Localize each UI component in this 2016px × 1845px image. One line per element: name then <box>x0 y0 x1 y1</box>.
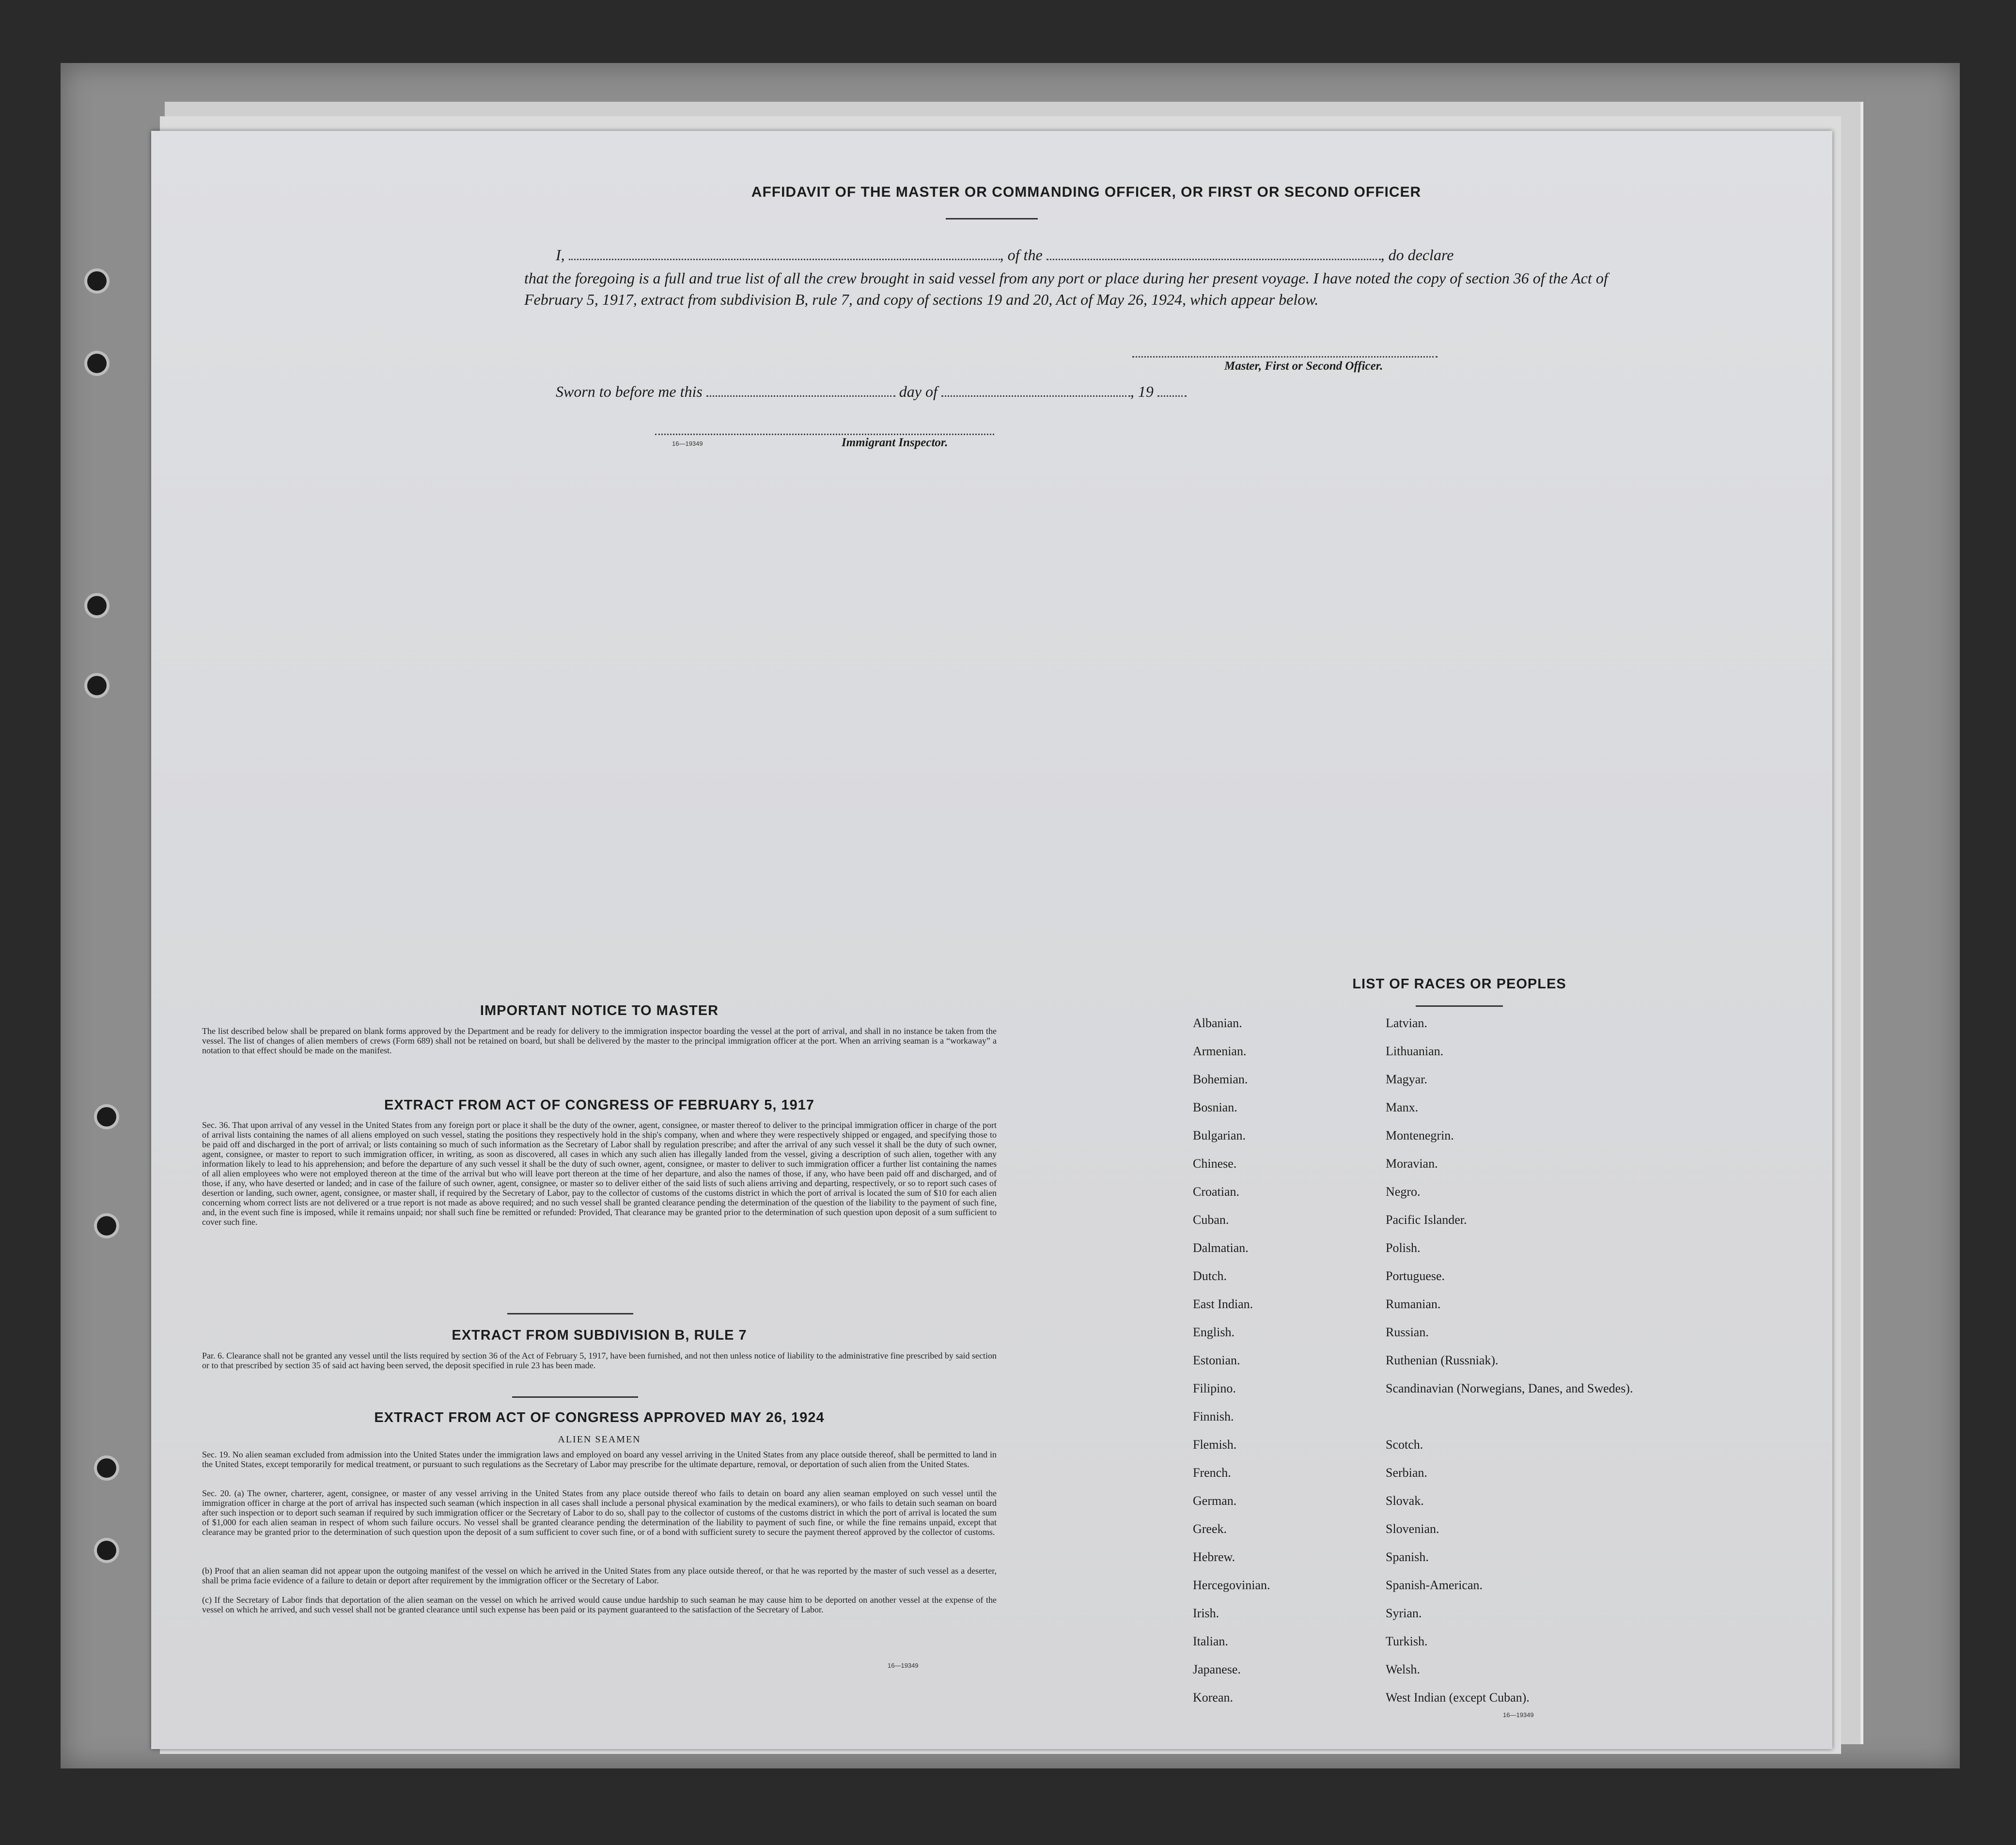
races-form-number: 16—19349 <box>1503 1711 1534 1719</box>
punch-hole <box>97 1458 116 1478</box>
inspector-signature-line[interactable] <box>655 434 994 435</box>
sworn-prefix: Sworn to before me this <box>556 383 703 400</box>
race-item: Portuguese. <box>1386 1269 1445 1283</box>
race-item: Turkish. <box>1386 1634 1428 1648</box>
inspector-signature-label: Immigrant Inspector. <box>842 436 948 449</box>
race-item: Manx. <box>1386 1100 1419 1114</box>
race-item: Pacific Islander. <box>1386 1213 1467 1227</box>
races-right-column <box>1386 1016 1638 1719</box>
race-item: Croatian. <box>1193 1185 1240 1199</box>
race-item: Bulgarian. <box>1193 1128 1246 1142</box>
sworn-year: , 19 <box>1130 383 1154 400</box>
race-item: Spanish. <box>1386 1550 1429 1564</box>
race-item: Rumanian. <box>1386 1297 1441 1311</box>
extract-1917-text: Sec. 36. That upon arrival of any vessel in the United States from any foreign port or place it shall be the duty of the owner, agent, consignee, or master thereof to deliver to the principal immigration officer in charge of the port of arrival lists containing the names of all aliens employed on such vessel, stating the positions they respectively hold in the ship's company, when and where they were respectively shipped or engaged, and specifying those to be paid off and discharged in the port of arrival; or lists containing so much of such information as the Secretary of Labor shall by regulation prescribe; and after the arrival of any such vessel it shall be the duty of such owner, agent, consignee, or master to report to such immigration officer, in writing, as soon as discovered, all cases in which any such alien has illegally landed from the vessel, giving a description of such alien, together with any information likely to lead to his apprehension; and before the departure of any such vessel it shall be the duty of such owner, agent, consignee, or master to deliver to such immigration officer a further list containing the names of all alien employees who were not employed thereon at the time of the arrival but who will leave port thereon at the time of her departure, and also the names of those, if any, who have been paid off and discharged, and of those, if any, who have deserted or landed; and in case of the failure of such owner, agent, consignee, or master so to deliver either of the said lists of such aliens arriving and departing, respectively, or so to report such cases of desertion or landing, such owner, agent, consignee, or master shall, if required by the Secretary of Labor, pay to the collector of customs of the customs district in which the port of arrival is located the sum of $10 for each alien concerning whom correct lists are not delivered or a true report is not made as above required; and no such vessel shall be granted clearance pending the determination of the question of the liability to the payment of such fine, and, in the event such fine is imposed, while it remains unpaid; nor shall such fine be remitted or refunded: Provided, That clearance may be granted prior to the determination of such question upon deposit of a sum sufficient to cover such fine. <box>202 1120 997 1227</box>
punch-hole <box>97 1216 116 1235</box>
extract-1924-sec20b: (b) Proof that an alien seaman did not appear upon the outgoing manifest of the vessel on which he arrived in the United States from any place outside thereof, or that he was reported by the master of such vessel as a deserter, shall be prima facie evidence of a failure to detain or deport after requirement by the immigration officer or the Secretary of Labor. <box>202 1566 997 1585</box>
race-item: Negro. <box>1386 1185 1421 1199</box>
race-item: Magyar. <box>1386 1072 1427 1086</box>
race-item: Scandinavian (Norwegians, Danes, and Swedes). <box>1386 1381 1633 1395</box>
race-item: Greek. <box>1193 1522 1227 1536</box>
extract-1924-title: EXTRACT FROM ACT OF CONGRESS APPROVED MAY 26, 1924 <box>374 1410 825 1425</box>
sworn-day-of: day of <box>899 383 938 400</box>
race-item: Dalmatian. <box>1193 1241 1249 1255</box>
race-item: Russian. <box>1386 1325 1429 1339</box>
sworn-year-blank[interactable] <box>1157 384 1187 397</box>
race-item: Filipino. <box>1193 1381 1236 1395</box>
affidavit-title: AFFIDAVIT OF THE MASTER OR COMMANDING OFFICER, OR FIRST OR SECOND OFFICER <box>751 184 1422 200</box>
punch-hole <box>87 354 107 373</box>
extract-form-number: 16—19349 <box>888 1662 919 1669</box>
declarant-suffix: , do declare <box>1380 246 1454 264</box>
extract-1924-subtitle: ALIEN SEAMEN <box>558 1434 641 1445</box>
extract-rule7-title: EXTRACT FROM SUBDIVISION B, RULE 7 <box>452 1328 747 1343</box>
race-item: German. <box>1193 1494 1237 1508</box>
race-item: Moravian. <box>1386 1157 1438 1171</box>
declarant-vessel-blank[interactable] <box>1047 247 1381 260</box>
race-item: Ruthenian (Russniak). <box>1386 1353 1499 1367</box>
sworn-line <box>556 383 1187 401</box>
race-item: Chinese. <box>1193 1157 1237 1171</box>
race-item: Irish. <box>1193 1606 1219 1620</box>
master-signature-label: Master, First or Second Officer. <box>1224 360 1383 373</box>
race-item: Cuban. <box>1193 1213 1229 1227</box>
form-page <box>151 131 1832 1749</box>
race-item: Bosnian. <box>1193 1100 1237 1114</box>
race-item: Bohemian. <box>1193 1072 1248 1086</box>
notice-title: IMPORTANT NOTICE TO MASTER <box>480 1003 719 1018</box>
race-item: West Indian (except Cuban). <box>1386 1690 1530 1704</box>
extract-rule7-text: Par. 6. Clearance shall not be granted any vessel until the lists required by section 36 of the Act of February 5, 1917, have been furnished, and not then unless notice of liability to the administrative fine prescribed by said section or to that prescribed by section 35 of said act having been served, the deposit specified in rule 23 has been made. <box>202 1351 997 1370</box>
race-item: Latvian. <box>1386 1016 1427 1030</box>
declarant-name-blank[interactable] <box>569 247 1000 260</box>
race-item: Montenegrin. <box>1386 1128 1454 1142</box>
race-item: East Indian. <box>1193 1297 1253 1311</box>
race-item: Estonian. <box>1193 1353 1240 1367</box>
race-item: Albanian. <box>1193 1016 1242 1030</box>
affidavit-declarant-line <box>556 246 1453 264</box>
race-item: Spanish-American. <box>1386 1578 1483 1592</box>
race-item: Serbian. <box>1386 1466 1427 1480</box>
race-item: Hercegovinian. <box>1193 1578 1270 1592</box>
race-item: Welsh. <box>1386 1662 1420 1676</box>
notice-text: The list described below shall be prepared on blank forms approved by the Department and be ready for delivery to the immigration inspector boarding the vessel at the port of arrival, and shall in no instance be taken from the vessel. The list of changes of alien members of crews (Form 689) shall not be retained on board, but shall be delivered by the master to the principal immigration officer at the port. When an arriving seaman is a “workaway” a notation to that effect should be made on the manifest. <box>202 1026 997 1055</box>
race-item: Scotch. <box>1386 1438 1423 1452</box>
race-item: French. <box>1193 1466 1231 1480</box>
extract-1924-sec20c: (c) If the Secretary of Labor finds that deportation of the alien seaman on the vessel on which he arrived would cause undue hardship to such seaman he may cause him to be deported on another vessel at the expense of the vessel on which he arrived, and such vessel shall not be granted clearance until such expense has been paid or its payment guaranteed to the satisfaction of the Secretary of Labor. <box>202 1595 997 1614</box>
section-divider <box>512 1396 638 1398</box>
extract-1924-sec20a: Sec. 20. (a) The owner, charterer, agent, consignee, or master of any vessel arriving in the United States from any place outside thereof who fails to detain on board any alien seaman employed on such vessel until the immigration officer in charge at the port of arrival has inspected such seaman (which inspection in all cases shall include a personal physical examination by the medical examiners), or who fails to detain such seaman on board after such inspection or to deport such seaman if required by such immigration officer or the Secretary of Labor to do so, shall pay to the collector of customs of the customs district in which the port of arrival is located the sum of $1,000 for each alien seaman in respect of whom such failure occurs. No vessel shall be granted clearance pending the determination of the liability to payment of such fine, or while the fine remains unpaid, except that clearance may be granted prior to the determination of such question upon the deposit of a sum sufficient to cover such fine, or of a bond with sufficient surety to secure the payment thereof approved by the collector of customs. <box>202 1488 997 1537</box>
title-rule <box>946 218 1038 219</box>
race-item: Armenian. <box>1193 1044 1247 1058</box>
race-item: Italian. <box>1193 1634 1228 1648</box>
punch-hole <box>87 596 107 615</box>
race-item: Japanese. <box>1193 1662 1241 1676</box>
punch-hole <box>97 1541 116 1560</box>
punch-hole <box>97 1107 116 1126</box>
races-title-rule <box>1416 1005 1503 1007</box>
race-item: Flemish. <box>1193 1438 1237 1452</box>
races-title: LIST OF RACES OR PEOPLES <box>1352 976 1566 992</box>
race-item: Slovenian. <box>1386 1522 1439 1536</box>
affidavit-form-number: 16—19349 <box>672 440 703 447</box>
master-signature-line[interactable] <box>1132 356 1438 358</box>
race-item: Hebrew. <box>1193 1550 1235 1564</box>
sworn-month-blank[interactable] <box>941 384 1130 397</box>
race-item: Korean. <box>1193 1690 1234 1704</box>
race-item: Finnish. <box>1193 1409 1234 1423</box>
extract-1924-sec19: Sec. 19. No alien seaman excluded from admission into the United States under the immigration laws and employed on board any vessel arriving in the United States from any place outside thereof, shall be permitted to land in the United States, except temporarily for medical treatment, or pursuant to such regulations as the Secretary of Labor may prescribe for the ultimate departure, removal, or deportation of such alien from the United States. <box>202 1450 997 1469</box>
race-item: English. <box>1193 1325 1235 1339</box>
race-item: Dutch. <box>1193 1269 1227 1283</box>
punch-hole <box>87 676 107 695</box>
extract-1917-title: EXTRACT FROM ACT OF CONGRESS OF FEBRUARY 5, 1917 <box>384 1097 815 1113</box>
race-item: Slovak. <box>1386 1494 1424 1508</box>
race-item: Syrian. <box>1386 1606 1422 1620</box>
sworn-day-blank[interactable] <box>706 384 895 397</box>
race-item: Polish. <box>1386 1241 1421 1255</box>
section-divider <box>507 1313 633 1314</box>
race-item: Lithuanian. <box>1386 1044 1444 1058</box>
declarant-of-the: , of the <box>1000 246 1043 264</box>
punch-hole <box>87 271 107 291</box>
declarant-prefix: I, <box>556 246 565 264</box>
affidavit-body: that the foregoing is a full and true list of all the crew brought in said vessel from any port or place during her present voyage. I have noted the copy of section 36 of the Act of February 5, 1917, extract from subdivision B, rule 7, and copy of sections 19 and 20, Act of May 26, 1924, which appear below. <box>524 269 1608 308</box>
